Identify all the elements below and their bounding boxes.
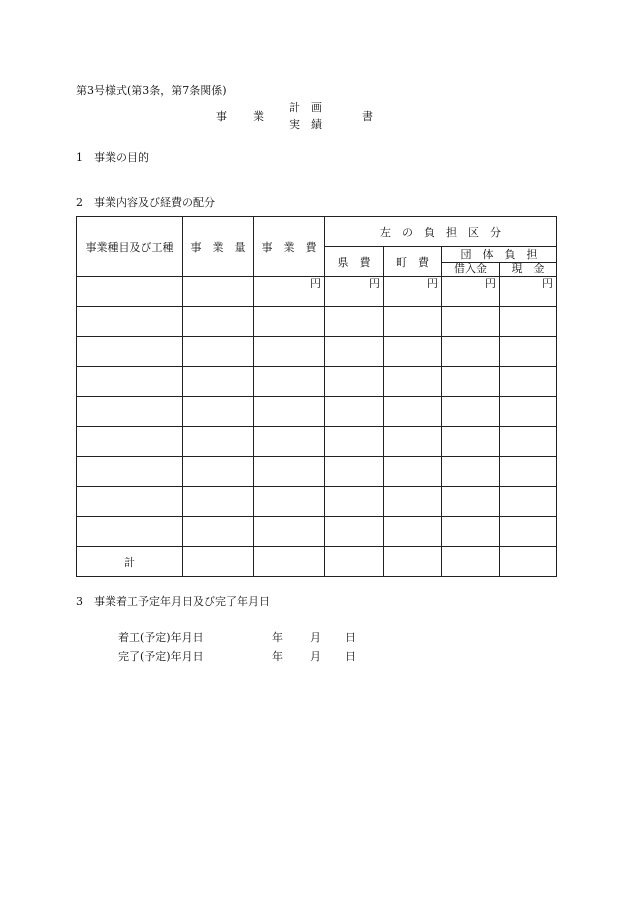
table-row-units	[77, 277, 557, 307]
table-cell[interactable]	[77, 487, 183, 517]
title-char-2: 業	[253, 110, 264, 123]
table-cell[interactable]	[325, 487, 384, 517]
start-date-label: 着工(予定)年月日	[118, 631, 204, 644]
start-day[interactable]: 日	[345, 631, 356, 644]
section-3-heading: 3 事業着工予定年月日及び完了年月日	[76, 595, 270, 608]
table-cell[interactable]	[384, 367, 442, 397]
table-cell[interactable]	[325, 307, 384, 337]
table-cell[interactable]	[183, 337, 254, 367]
yen-unit: 円	[384, 277, 442, 307]
table-cell[interactable]	[77, 307, 183, 337]
header-kind: 事業種目及び工種	[77, 217, 183, 277]
table-cell[interactable]	[442, 397, 500, 427]
table-cell[interactable]	[384, 517, 442, 547]
header-town: 町 費	[384, 247, 442, 277]
table-row	[77, 397, 557, 427]
table-cell[interactable]	[325, 547, 384, 577]
table-cell[interactable]	[183, 547, 254, 577]
table-row	[77, 487, 557, 517]
table-cell[interactable]	[442, 547, 500, 577]
table-cell[interactable]	[254, 547, 325, 577]
yen-unit: 円	[325, 277, 384, 307]
yen-unit: 円	[254, 277, 325, 307]
end-day[interactable]: 日	[345, 650, 356, 663]
table-cell[interactable]	[77, 457, 183, 487]
table-cell[interactable]	[500, 517, 557, 547]
table-cell[interactable]	[254, 307, 325, 337]
start-year[interactable]: 年	[272, 631, 283, 644]
header-burden: 左 の 負 担 区 分	[325, 217, 557, 247]
table-row	[77, 337, 557, 367]
table-cell[interactable]	[442, 427, 500, 457]
table-cell[interactable]	[325, 337, 384, 367]
table-cell[interactable]	[442, 517, 500, 547]
table-cell[interactable]	[183, 277, 254, 307]
table-cell[interactable]	[500, 547, 557, 577]
table-cell[interactable]	[183, 397, 254, 427]
table-cell[interactable]	[77, 517, 183, 547]
start-month[interactable]: 月	[310, 631, 321, 644]
header-cash: 現 金	[500, 262, 557, 276]
table-cell[interactable]	[442, 457, 500, 487]
yen-unit: 円	[442, 277, 500, 307]
table-cell[interactable]	[254, 427, 325, 457]
table-cell[interactable]	[254, 517, 325, 547]
table-cell[interactable]	[384, 547, 442, 577]
table-cell[interactable]	[183, 427, 254, 457]
table-cell[interactable]	[500, 487, 557, 517]
table-cell[interactable]	[384, 427, 442, 457]
header-loan: 借入金	[442, 262, 500, 276]
table-cell[interactable]	[500, 307, 557, 337]
table-cell[interactable]	[183, 457, 254, 487]
table-cell[interactable]	[500, 427, 557, 457]
table-cell[interactable]	[183, 367, 254, 397]
table-row	[77, 307, 557, 337]
table-cell[interactable]	[442, 367, 500, 397]
table-cell[interactable]	[183, 517, 254, 547]
table-cell[interactable]	[500, 337, 557, 367]
table-cell[interactable]	[442, 487, 500, 517]
table-cell[interactable]	[384, 487, 442, 517]
table-cell[interactable]	[77, 277, 183, 307]
table-cell[interactable]	[325, 367, 384, 397]
table-row	[77, 427, 557, 457]
table-cell[interactable]	[254, 397, 325, 427]
table-cell[interactable]	[325, 397, 384, 427]
table-cell[interactable]	[442, 337, 500, 367]
title-jisseki: 実 績	[289, 118, 322, 131]
table-cell[interactable]	[325, 427, 384, 457]
header-group: 団 体 負 担	[442, 247, 557, 263]
form-number: 第3号様式(第3条，第7条関係)	[76, 84, 227, 97]
table-row	[77, 517, 557, 547]
table-cell[interactable]	[384, 457, 442, 487]
section-1-heading: 1 事業の目的	[76, 151, 149, 164]
table-cell[interactable]	[384, 397, 442, 427]
table-cell[interactable]	[77, 427, 183, 457]
table-cell[interactable]	[500, 397, 557, 427]
table-cell[interactable]	[77, 397, 183, 427]
title-char-3: 書	[362, 110, 373, 123]
end-month[interactable]: 月	[310, 650, 321, 663]
table-cell[interactable]	[254, 487, 325, 517]
table-cell[interactable]	[183, 307, 254, 337]
header-cost: 事 業 費	[254, 217, 325, 277]
table-cell[interactable]	[325, 517, 384, 547]
table-cell[interactable]	[254, 337, 325, 367]
table-cell[interactable]	[500, 457, 557, 487]
header-amount: 事 業 量	[183, 217, 254, 277]
table-cell[interactable]	[183, 487, 254, 517]
table-cell[interactable]	[325, 457, 384, 487]
title-char-1: 事	[216, 110, 227, 123]
section-2-heading: 2 事業内容及び経費の配分	[76, 196, 215, 209]
table-cell[interactable]	[384, 307, 442, 337]
table-cell[interactable]	[254, 457, 325, 487]
end-year[interactable]: 年	[272, 650, 283, 663]
table-cell[interactable]	[77, 367, 183, 397]
yen-unit: 円	[500, 277, 557, 307]
total-label: 計	[77, 547, 183, 577]
title-keikaku: 計 画	[289, 101, 322, 114]
table-cell[interactable]	[77, 337, 183, 367]
table-cell[interactable]	[384, 337, 442, 367]
expense-table	[76, 216, 557, 577]
table-row	[77, 457, 557, 487]
table-cell[interactable]	[500, 367, 557, 397]
table-row	[77, 367, 557, 397]
header-pref: 県 費	[325, 247, 384, 277]
table-cell[interactable]	[442, 307, 500, 337]
table-cell[interactable]	[254, 367, 325, 397]
end-date-label: 完了(予定)年月日	[118, 650, 204, 663]
table-row-total	[77, 547, 557, 577]
